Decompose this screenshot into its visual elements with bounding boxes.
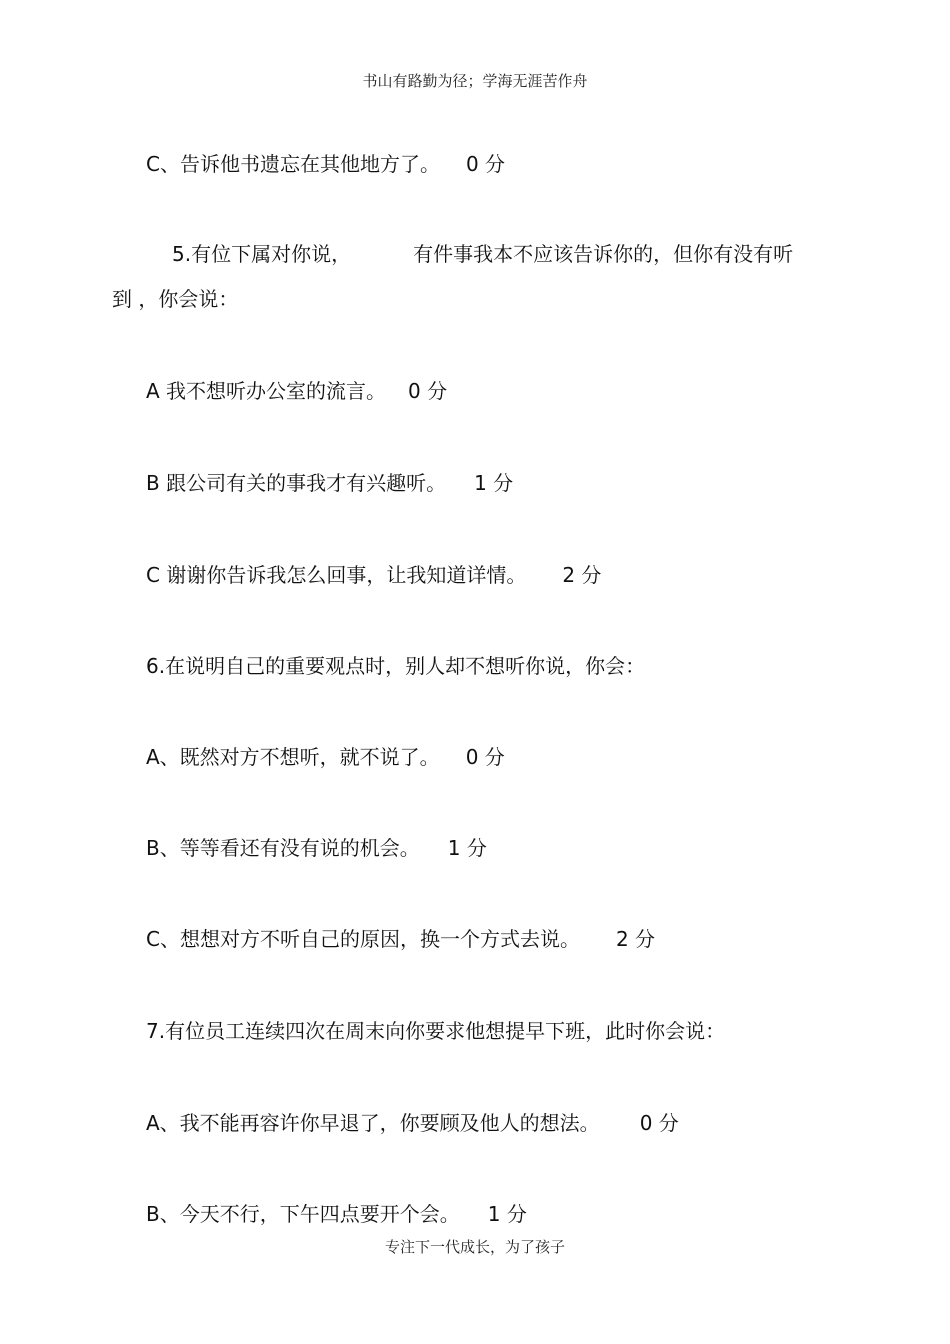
option-score: 2 分 bbox=[615, 927, 656, 951]
option-text: C、告诉他书遗忘在其他地方了。 bbox=[146, 152, 440, 176]
page-header: 书山有路勤为径；学海无涯苦作舟 bbox=[362, 72, 588, 90]
question-5-line-2: 到 ，你会说： bbox=[112, 287, 239, 311]
option-score: 0 分 bbox=[465, 745, 505, 769]
option-score: 0 分 bbox=[639, 1111, 679, 1135]
option-5c bbox=[146, 563, 601, 587]
option-text: C 谢谢你告诉我怎么回事，让我知道详情。 bbox=[146, 563, 527, 587]
question-6: 6.在说明自己的重要观点时，别人却不想听你说，你会： bbox=[146, 654, 646, 678]
question-7: 7.有位员工连续四次在周末向你要求他想提早下班，此时你会说： bbox=[146, 1019, 726, 1043]
option-5a bbox=[146, 379, 447, 403]
option-text: A、既然对方不想听，就不说了。 bbox=[146, 745, 440, 769]
option-text: A、我不能再容许你早退了，你要顾及他人的想法。 bbox=[146, 1111, 600, 1135]
option-text: B 跟公司有关的事我才有兴趣听。 bbox=[146, 471, 447, 495]
option-4c bbox=[146, 152, 505, 176]
question-text-continued: 有件事我本不应该告诉你的，但你有没有听 bbox=[413, 242, 794, 266]
option-7a bbox=[146, 1111, 679, 1135]
option-score: 1 分 bbox=[474, 471, 514, 495]
option-5b bbox=[146, 471, 513, 495]
option-score: 0 分 bbox=[465, 152, 506, 176]
option-6a bbox=[146, 745, 505, 769]
question-5-line-1 bbox=[172, 242, 793, 266]
option-7b bbox=[146, 1202, 527, 1226]
option-text: C、想想对方不听自己的原因，换一个方式去说。 bbox=[146, 927, 580, 951]
page-footer: 专注下一代成长，为了孩子 bbox=[384, 1238, 565, 1256]
option-6b bbox=[146, 836, 487, 860]
option-score: 0 分 bbox=[408, 379, 448, 403]
option-text: B、今天不行，下午四点要开个会。 bbox=[146, 1202, 460, 1226]
option-score: 1 分 bbox=[487, 1202, 527, 1226]
question-text: 5.有位下属对你说， bbox=[172, 242, 352, 266]
option-6c bbox=[146, 927, 655, 951]
option-score: 2 分 bbox=[562, 563, 602, 587]
option-text: A 我不想听办公室的流言。 bbox=[146, 379, 387, 403]
option-score: 1 分 bbox=[447, 836, 487, 860]
option-text: B、等等看还有没有说的机会。 bbox=[146, 836, 420, 860]
